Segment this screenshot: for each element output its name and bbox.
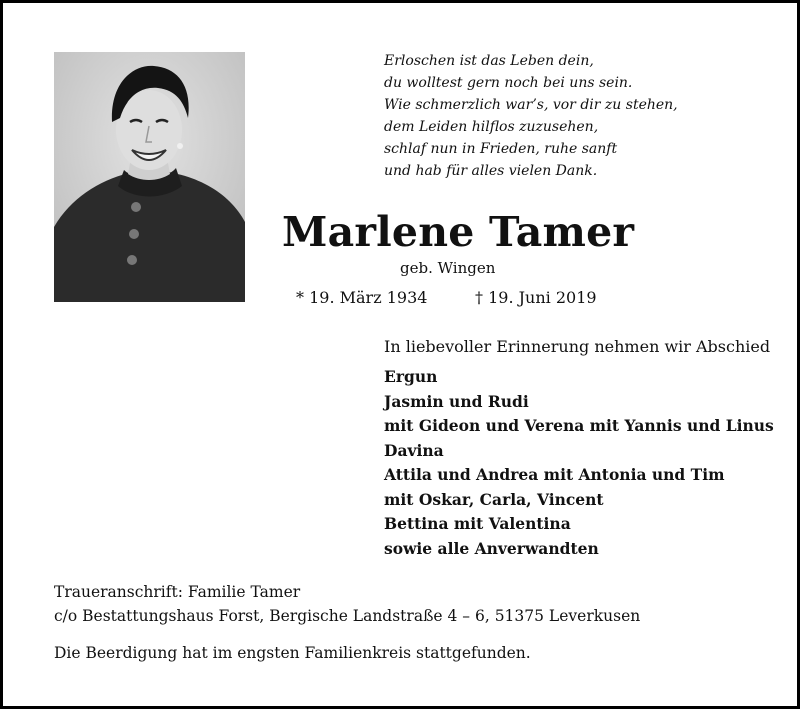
funeral-note: Die Beerdigung hat im engsten Familienkreis stattgefunden. (54, 644, 531, 662)
address-line: c/o Bestattungshaus Forst, Bergische Landstraße 4 – 6, 51375 Leverkusen (54, 607, 641, 625)
poem-line: du wolltest gern noch bei uns sein. (384, 75, 633, 91)
mourner-entry: Davina (384, 440, 444, 460)
poem-line: Erloschen ist das Leben dein, (384, 53, 594, 69)
mourner-entry: mit Oskar, Carla, Vincent (384, 489, 604, 509)
poem-line: dem Leiden hilflos zuzusehen, (384, 119, 599, 135)
birth-date: * 19. März 1934 (296, 288, 428, 307)
poem-line: schlaf nun in Frieden, ruhe sanft (384, 141, 618, 157)
mourner-entry: mit Gideon und Verena mit Yannis und Linus (384, 416, 774, 435)
mourner-entry: sowie alle Anverwandten (384, 538, 599, 558)
deceased-name: Marlene Tamer (282, 208, 635, 256)
maiden-name: geb. Wingen (400, 259, 496, 277)
address-line: Traueranschrift: Familie Tamer (54, 583, 301, 601)
poem-line: und hab für alles vielen Dank. (384, 163, 598, 179)
mourners-list (384, 365, 774, 561)
farewell-intro: In liebevoller Erinnerung nehmen wir Abschied (384, 337, 771, 356)
mourning-address (54, 580, 640, 628)
mourner-entry: Jasmin und Rudi (384, 391, 529, 411)
mourner-entry: Bettina mit Valentina (384, 514, 571, 533)
mourner-entry: Ergun (384, 367, 438, 386)
death-date: † 19. Juni 2019 (475, 288, 597, 307)
mourner-entry: Attila und Andrea mit Antonia und Tim (384, 465, 725, 484)
poem (384, 50, 678, 182)
poem-line: Wie schmerzlich war’s, vor dir zu stehen, (384, 97, 678, 113)
portrait-photo (54, 52, 245, 302)
